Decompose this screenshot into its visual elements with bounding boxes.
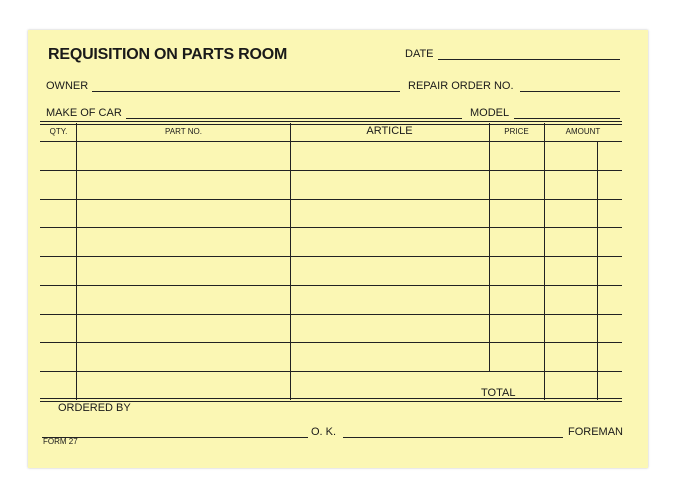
- ordered-by-label: ORDERED BY: [58, 402, 131, 414]
- table-row[interactable]: [40, 342, 622, 343]
- ok-line[interactable]: [343, 437, 563, 438]
- date-line[interactable]: [438, 59, 620, 60]
- table-row[interactable]: [40, 371, 622, 372]
- owner-label: OWNER: [46, 80, 89, 92]
- article-column-divider: [489, 123, 490, 372]
- foreman-label: FOREMAN: [568, 426, 623, 438]
- table-row[interactable]: [40, 199, 622, 200]
- table-row[interactable]: [40, 170, 622, 171]
- total-label: TOTAL: [481, 387, 516, 399]
- repair-order-line[interactable]: [520, 91, 620, 92]
- form-number: FORM 27: [43, 437, 78, 446]
- part-no-column-divider: [290, 123, 291, 400]
- requisition-form: [28, 30, 648, 468]
- ordered-by-line[interactable]: [42, 437, 308, 438]
- table-row[interactable]: [40, 285, 622, 286]
- model-line[interactable]: [514, 118, 620, 119]
- table-row[interactable]: [40, 256, 622, 257]
- price-header: PRICE: [504, 127, 529, 136]
- amount-header: AMOUNT: [565, 127, 601, 136]
- repair-order-label: REPAIR ORDER NO.: [408, 80, 514, 92]
- owner-line[interactable]: [92, 91, 400, 92]
- make-of-car-line[interactable]: [126, 118, 462, 119]
- header-bottom-rule: [40, 141, 622, 142]
- part-no-header: PART NO.: [165, 127, 202, 136]
- article-header: ARTICLE: [366, 125, 413, 137]
- price-column-divider: [544, 123, 545, 400]
- qty-header: QTY.: [49, 127, 68, 136]
- form-title: REQUISITION ON PARTS ROOM: [48, 46, 288, 63]
- model-label: MODEL: [470, 107, 510, 119]
- table-row[interactable]: [40, 314, 622, 315]
- table-row[interactable]: [40, 227, 622, 228]
- ok-label: O. K.: [311, 426, 337, 438]
- date-label: DATE: [405, 48, 434, 60]
- qty-column-divider: [76, 123, 77, 400]
- make-of-car-label: MAKE OF CAR: [46, 107, 122, 119]
- cents-column-divider: [597, 141, 598, 400]
